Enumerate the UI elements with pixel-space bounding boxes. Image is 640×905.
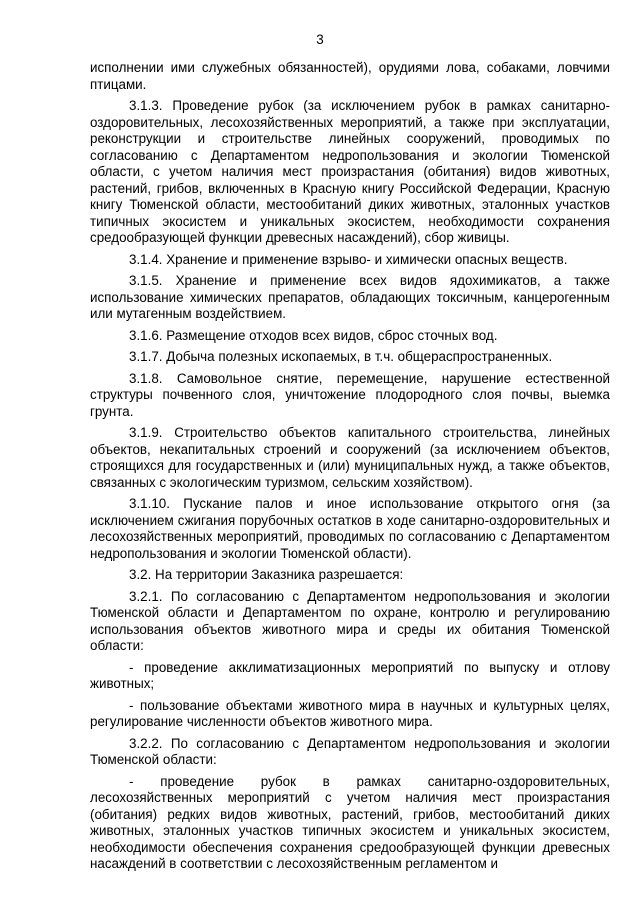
paragraph: 3.1.5. Хранение и применение всех видов ядохимикатов, а также использование химических препаратов, обладающих токсичным, канцерогенным или мутагенным воздействием. <box>90 273 610 321</box>
paragraph: 3.1.8. Самовольное снятие, перемещение, нарушение естественной структуры почвенного слоя, уничтожение плодородного слоя почвы, выемка грунта. <box>90 370 610 419</box>
page-number: 3 <box>316 32 324 47</box>
document-body <box>90 60 610 878</box>
paragraph: 3.2.2. По согласованию с Департаментом недропользования и экологии Тюменской области: <box>90 735 610 767</box>
paragraph: 3.1.3. Проведение рубок (за исключением рубок в рамках санитарно-оздоровительных, лесохозяйственных мероприятий, а также при эксплуатации, реконструкции и строительстве линейных сооружений, проводимых по согласованию с Департаментом недропользования и экологии Тюменской области, с учетом наличия мест произрастания (обитания) видов животных, растений, грибов, включенных в Красную книгу Российской Федерации, Красную книгу Тюменской области, местообитаний диких животных, эталонных участков типичных экосистем и уникальных экосистем, необходимости сохранения средообразующей функции древесных насаждений), сбор живицы. <box>90 98 610 245</box>
list-item: - проведение акклиматизационных мероприятий по выпуску и отлову животных; <box>90 659 610 691</box>
paragraph: 3.1.4. Хранение и применение взрыво- и химически опасных веществ. <box>129 251 568 267</box>
paragraph: 3.2. На территории Заказника разрешается: <box>129 567 404 582</box>
paragraph: 3.1.6. Размещение отходов всех видов, сброс сточных вод. <box>129 327 498 343</box>
paragraph: 3.1.10. Пускание палов и иное использование открытого огня (за исключением сжигания порубочных остатков в ходе санитарно-оздоровительных и лесохозяйственных мероприятий, проводимых по согласованию с Департаментом недропользования и экологии Тюменской области). <box>90 496 610 561</box>
paragraph: 3.1.7. Добыча полезных ископаемых, в т.ч. общераспространенных. <box>129 349 553 364</box>
paragraph: 3.1.9. Строительство объектов капитального строительства, линейных объектов, некапитальных строений и сооружений (за исключением объектов, строящихся для государственных и (или) муниципальных нужд, а также объектов, связанных с экологическим туризмом, сельским хозяйством). <box>90 425 610 490</box>
list-item: - пользование объектами животного мира в научных и культурных целях, регулирование численности объектов животного мира. <box>90 697 610 729</box>
paragraph: исполнении ими служебных обязанностей), орудиями лова, собаками, ловчими птицами. <box>90 60 610 92</box>
list-item: - проведение рубок в рамках санитарно-оздоровительных, лесохозяйственных мероприятий с учетом наличия мест произрастания (обитания) редких видов животных, растений, грибов, местообитаний диких животных, эталонных участков типичных экосистем и уникальных экосистем, необходимости обеспечения сохранения средообразующей функции древесных насаждений в соответствии с лесохозяйственным регламентом и <box>90 773 610 871</box>
paragraph: 3.2.1. По согласованию с Департаментом недропользования и экологии Тюменской области и Департаментом по охране, контролю и регулированию использования объектов животного мира и среды их обитания Тюменской области: <box>90 588 610 653</box>
